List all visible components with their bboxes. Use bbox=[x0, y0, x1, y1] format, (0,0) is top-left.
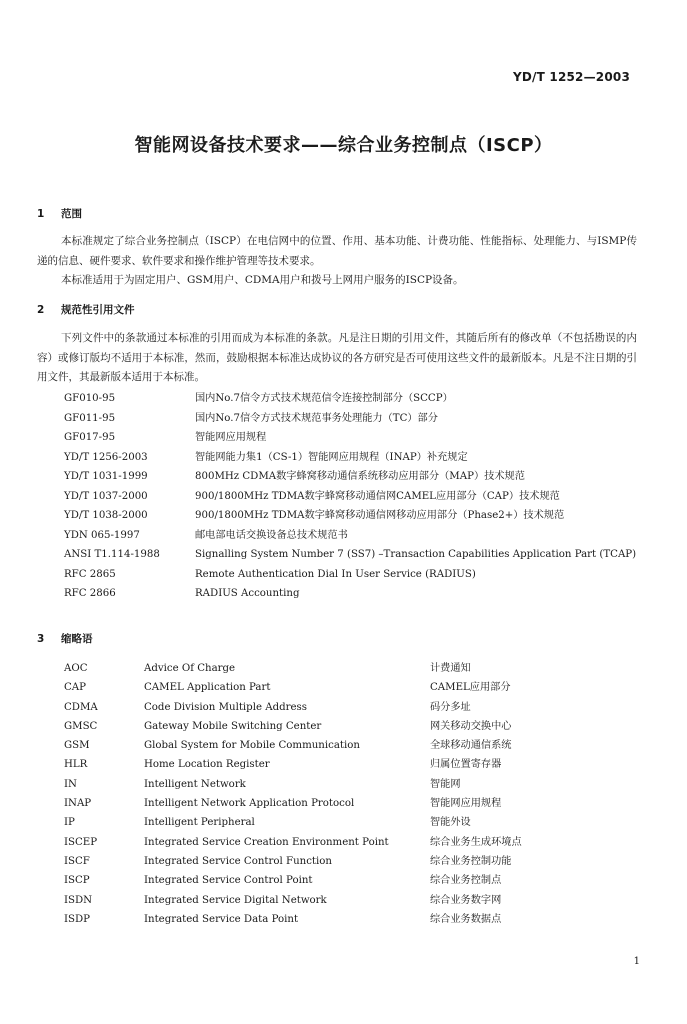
reference-item bbox=[64, 545, 644, 565]
normative-refs-intro bbox=[37, 329, 637, 388]
section-heading-normative-refs bbox=[37, 302, 135, 317]
reference-title: RADIUS Accounting bbox=[195, 588, 300, 599]
abbreviation-english: Integrated Service Control Function bbox=[144, 855, 332, 867]
abbreviation-item bbox=[64, 717, 644, 736]
abbreviation-item bbox=[64, 891, 644, 910]
abbreviation-chinese: CAMEL应用部分 bbox=[430, 682, 511, 694]
abbreviation-english: Gateway Mobile Switching Center bbox=[144, 720, 322, 732]
abbreviation-chinese: 全球移动通信系统 bbox=[430, 740, 512, 752]
reference-item bbox=[64, 487, 644, 507]
reference-item bbox=[64, 467, 644, 487]
reference-item bbox=[64, 389, 644, 409]
section-heading-abbreviations bbox=[37, 631, 93, 646]
abbreviation-english: Advice Of Charge bbox=[144, 663, 236, 674]
abbreviation-chinese: 综合业务数据点 bbox=[430, 913, 502, 925]
reference-title: Signalling System Number 7 (SS7) –Transaction Capabilities Application Part (TCAP) bbox=[195, 549, 637, 560]
abbreviation: ISDN bbox=[64, 894, 93, 906]
abbreviation-english: Integrated Service Creation Environment Point bbox=[144, 836, 389, 848]
reference-item bbox=[64, 506, 644, 526]
abbreviation-item bbox=[64, 755, 644, 774]
abbreviation-item bbox=[64, 659, 644, 678]
section-title: 缩略语 bbox=[61, 633, 93, 645]
reference-title: 900/1800MHz TDMA数字蜂窝移动通信网移动应用部分（Phase2+）技术规范 bbox=[195, 510, 565, 521]
abbreviation-item bbox=[64, 698, 644, 717]
abbreviation-item bbox=[64, 910, 644, 929]
abbreviation-english: Code Division Multiple Address bbox=[144, 701, 307, 713]
reference-code: YD/T 1038-2000 bbox=[64, 510, 148, 521]
reference-code: GF010-95 bbox=[64, 393, 116, 404]
reference-item bbox=[64, 428, 644, 448]
abbreviation-english: Global System for Mobile Communication bbox=[144, 740, 360, 752]
abbreviation-chinese: 智能外设 bbox=[430, 817, 471, 829]
reference-item bbox=[64, 526, 644, 546]
reference-code: GF011-95 bbox=[64, 412, 116, 424]
abbreviation-chinese: 网关移动交换中心 bbox=[430, 720, 512, 732]
reference-code: GF017-95 bbox=[64, 432, 116, 443]
page-title: 智能网设备技术要求——综合业务控制点（ISCP） bbox=[134, 135, 553, 156]
abbreviation-chinese: 综合业务数字网 bbox=[430, 894, 502, 906]
abbreviation-item bbox=[64, 871, 644, 890]
reference-code: YDN 065-1997 bbox=[64, 529, 140, 541]
reference-title: 智能网能力集1（CS-1）智能网应用规程（INAP）补充规定 bbox=[195, 451, 468, 463]
page-number: 1 bbox=[633, 956, 640, 967]
reference-title: 国内No.7信令方式技术规范事务处理能力（TC）部分 bbox=[195, 412, 438, 424]
section-title: 范围 bbox=[61, 208, 82, 220]
abbreviation: GSM bbox=[64, 740, 90, 752]
abbreviation: AOC bbox=[64, 663, 88, 674]
reference-title: 800MHz CDMA数字蜂窝移动通信系统移动应用部分（MAP）技术规范 bbox=[195, 471, 525, 482]
abbreviation-english: Intelligent Peripheral bbox=[144, 817, 255, 829]
abbreviation: HLR bbox=[64, 759, 88, 771]
scope-body bbox=[37, 232, 637, 291]
abbreviation-item bbox=[64, 852, 644, 871]
paragraph: 下列文件中的条款通过本标准的引用而成为本标准的条款。凡是注日期的引用文件，其随后所有的修改单（不包括勘误的内容）或修订版均不适用于本标准，然而，鼓励根据本标准达成协议的各方研究是否可使用这些文件的最新版本。凡是不注日期的引用文件，其最新版本适用于本标准。 bbox=[37, 332, 637, 383]
reference-item bbox=[64, 584, 644, 604]
abbreviation-chinese: 计费通知 bbox=[430, 663, 471, 674]
abbreviation-item bbox=[64, 736, 644, 755]
abbreviation: ISCF bbox=[64, 855, 90, 867]
reference-item bbox=[64, 409, 644, 429]
abbreviation-list bbox=[64, 659, 644, 929]
abbreviation-chinese: 综合业务控制点 bbox=[430, 875, 502, 887]
reference-code: RFC 2866 bbox=[64, 588, 116, 599]
abbreviation: ISDP bbox=[64, 913, 91, 925]
abbreviation-item bbox=[64, 813, 644, 832]
paragraph: 本标准规定了综合业务控制点（ISCP）在电信网中的位置、作用、基本功能、计费功能、性能指标、处理能力、与ISMP传递的信息、硬件要求、软件要求和操作维护管理等技术要求。 bbox=[37, 235, 637, 267]
abbreviation-english: Intelligent Network bbox=[144, 778, 246, 790]
reference-list bbox=[64, 389, 644, 604]
abbreviation: INAP bbox=[64, 798, 92, 810]
abbreviation-english: CAMEL Application Part bbox=[144, 682, 271, 694]
abbreviation-item bbox=[64, 775, 644, 794]
abbreviation: IN bbox=[64, 778, 77, 790]
reference-title: 智能网应用规程 bbox=[195, 432, 267, 443]
section-heading-scope bbox=[37, 206, 82, 221]
reference-title: 邮电部电话交换设备总技术规范书 bbox=[195, 529, 348, 541]
reference-title: Remote Authentication Dial In User Service (RADIUS) bbox=[195, 568, 476, 580]
reference-code: ANSI T1.114-1988 bbox=[64, 549, 160, 560]
reference-title: 900/1800MHz TDMA数字蜂窝移动通信网CAMEL应用部分（CAP）技术规范 bbox=[195, 490, 560, 502]
reference-item bbox=[64, 448, 644, 468]
section-title: 规范性引用文件 bbox=[61, 304, 135, 316]
abbreviation-chinese: 智能网 bbox=[430, 778, 461, 790]
abbreviation: ISCP bbox=[64, 875, 90, 887]
abbreviation-chinese: 归属位置寄存器 bbox=[430, 759, 502, 771]
abbreviation-english: Home Location Register bbox=[144, 759, 270, 771]
abbreviation-item bbox=[64, 794, 644, 813]
abbreviation: CDMA bbox=[64, 701, 98, 713]
abbreviation: ISCEP bbox=[64, 836, 98, 848]
section-number: 1 bbox=[37, 208, 45, 220]
abbreviation-english: Integrated Service Control Point bbox=[144, 875, 313, 887]
abbreviation-english: Integrated Service Data Point bbox=[144, 913, 299, 925]
reference-code: YD/T 1037-2000 bbox=[64, 490, 148, 502]
paragraph: 本标准适用于为固定用户、GSM用户、CDMA用户和拨号上网用户服务的ISCP设备。 bbox=[61, 274, 464, 286]
reference-code: RFC 2865 bbox=[64, 568, 116, 580]
reference-item bbox=[64, 565, 644, 585]
abbreviation: CAP bbox=[64, 682, 87, 694]
abbreviation-chinese: 综合业务生成环境点 bbox=[430, 836, 522, 848]
abbreviation-item bbox=[64, 833, 644, 852]
abbreviation: GMSC bbox=[64, 720, 98, 732]
reference-code: YD/T 1256-2003 bbox=[64, 451, 148, 463]
section-number: 3 bbox=[37, 633, 45, 645]
abbreviation-chinese: 码分多址 bbox=[430, 701, 471, 713]
abbreviation-english: Integrated Service Digital Network bbox=[144, 894, 327, 906]
abbreviation-chinese: 智能网应用规程 bbox=[430, 798, 502, 810]
section-number: 2 bbox=[37, 304, 45, 316]
standard-number: YD/T 1252—2003 bbox=[513, 70, 630, 84]
abbreviation-chinese: 综合业务控制功能 bbox=[430, 855, 512, 867]
abbreviation: IP bbox=[64, 817, 75, 829]
abbreviation-english: Intelligent Network Application Protocol bbox=[144, 798, 355, 810]
reference-code: YD/T 1031-1999 bbox=[64, 471, 148, 482]
reference-title: 国内No.7信令方式技术规范信令连接控制部分（SCCP） bbox=[195, 393, 453, 404]
abbreviation-item bbox=[64, 678, 644, 697]
